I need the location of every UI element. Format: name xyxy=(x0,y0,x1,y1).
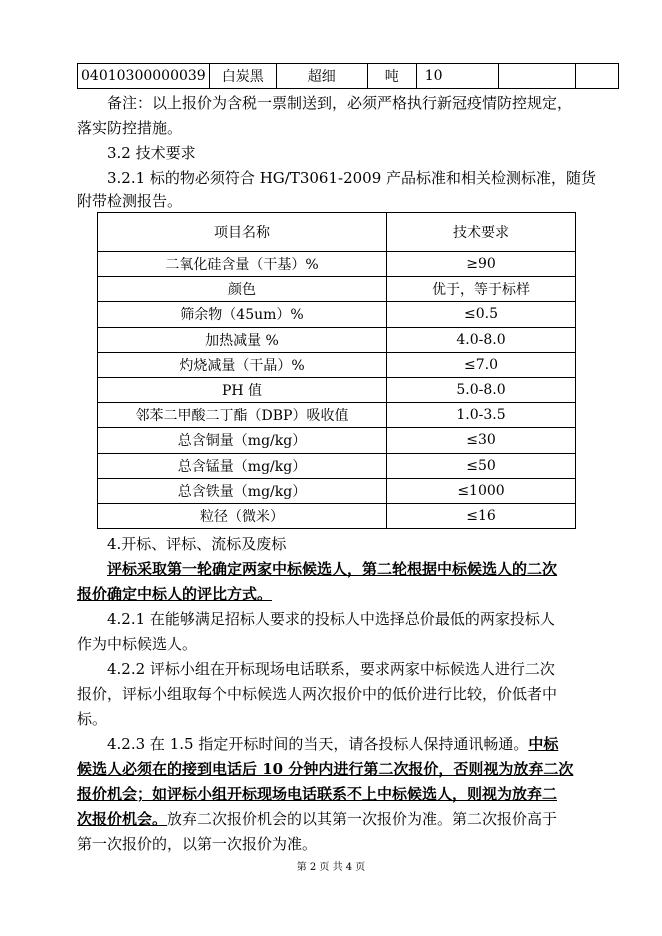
empty-cell xyxy=(498,64,575,89)
section-4-bold-line-2 xyxy=(77,582,587,607)
item-requirement: ≤1000 xyxy=(387,478,576,503)
item-requirement: ≤50 xyxy=(387,453,576,478)
normal-text: 放弃二次报价机会的以其第一次报价为准。第二次报价高于 xyxy=(167,810,558,828)
normal-text: 4.2.3 在 1.5 指定开标时间的当天，请各投标人保持通讯畅通。 xyxy=(107,735,529,753)
section-3-2-heading: 3.2 技术要求 xyxy=(107,144,196,162)
table-row xyxy=(98,277,576,302)
table-row xyxy=(98,478,576,503)
emphasis-text: 报价机会；如评标小组开标现场电话联系不上中标候选人，则视为放弃二 xyxy=(77,785,558,803)
item-name: 加热减量 % xyxy=(98,327,387,352)
item-name: 总含铁量（mg/kg） xyxy=(98,478,387,503)
section-4-2-3-line-5: 第一次报价的，以第一次报价为准。 xyxy=(77,835,318,853)
item-name: 邻苯二甲酸二丁酯（DBP）吸收值 xyxy=(98,403,387,428)
item-requirement: ≤0.5 xyxy=(387,302,576,327)
table-row xyxy=(98,403,576,428)
section-4-2-2-line-2: 报价，评标小组取每个中标候选人两次报价中的低价进行比较，价低者中 xyxy=(77,685,558,703)
item-requirement: 5.0-8.0 xyxy=(387,377,576,402)
item-requirement: ≤30 xyxy=(387,428,576,453)
quantity-cell: 10 xyxy=(416,64,498,89)
remark-line-1: 备注：以上报价为含税一票制送到，必须严格执行新冠疫情防控规定， xyxy=(107,94,573,112)
table-row xyxy=(98,377,576,402)
section-4-2-1-line-2: 作为中标候选人。 xyxy=(77,635,198,653)
section-4-2-3-line-2 xyxy=(77,757,587,782)
item-name: 二氧化硅含量（干基）% xyxy=(98,252,387,277)
empty-cell xyxy=(575,64,618,89)
remark-line-2: 落实防控措施。 xyxy=(77,119,183,137)
item-name: 筛余物（45um）% xyxy=(98,302,387,327)
technical-spec-table xyxy=(97,212,576,529)
table-row xyxy=(98,352,576,377)
item-requirement: 4.0-8.0 xyxy=(387,327,576,352)
emphasis-text: 中标 xyxy=(528,735,559,753)
section-3-2-1-line-1: 3.2.1 标的物必须符合 HG/T3061-2009 产品标准和相关检测标准，随货 xyxy=(107,169,597,187)
section-4-2-3-line-1 xyxy=(77,732,587,757)
item-name: 粒径（微米） xyxy=(98,503,387,528)
table-row xyxy=(78,64,619,89)
item-name: 总含锰量（mg/kg） xyxy=(98,453,387,478)
emphasis-text: 次报价机会。 xyxy=(77,810,168,828)
section-4-2-2-line-3: 标。 xyxy=(77,710,108,728)
emphasis-text: 评标采取第一轮确定两家中标候选人，第二轮根据中标候选人的二次 xyxy=(107,560,558,578)
item-requirement: ≥90 xyxy=(387,252,576,277)
section-3-2-1-line-2: 附带检测报告。 xyxy=(77,192,183,210)
section-4-2-1-line-1: 4.2.1 在能够满足招标人要求的投标人中选择总价最低的两家投标人 xyxy=(107,610,555,628)
section-4-2-2-line-1: 4.2.2 评标小组在开标现场电话联系，要求两家中标候选人进行二次 xyxy=(107,660,555,678)
page-number-footer: 第 2 页 共 4 页 xyxy=(296,862,366,873)
table-row xyxy=(98,252,576,277)
item-name: PH 值 xyxy=(98,377,387,402)
table-row xyxy=(98,327,576,352)
item-requirement: ≤16 xyxy=(387,503,576,528)
material-name-cell: 白炭黑 xyxy=(209,64,276,89)
header-requirement: 技术要求 xyxy=(387,213,576,252)
price-table-last-row xyxy=(77,63,619,89)
table-header-row xyxy=(98,213,576,252)
section-4-heading: 4.开标、评标、流标及废标 xyxy=(107,535,287,553)
item-name: 总含铜量（mg/kg） xyxy=(98,428,387,453)
item-requirement: ≤7.0 xyxy=(387,352,576,377)
material-spec-cell: 超细 xyxy=(276,64,367,89)
emphasis-text: 报价确定中标人的评比方式。 xyxy=(77,585,273,603)
table-row xyxy=(98,453,576,478)
table-row xyxy=(98,503,576,528)
emphasis-text: 候选人必须在的接到电话后 10 分钟内进行第二次报价，否则视为放弃二次 xyxy=(77,760,574,778)
section-4-2-3-line-4 xyxy=(77,807,587,832)
section-4-bold-line-1 xyxy=(77,557,587,582)
item-name: 灼烧减量（干晶）% xyxy=(98,352,387,377)
header-item-name: 项目名称 xyxy=(98,213,387,252)
table-row xyxy=(98,428,576,453)
item-requirement: 1.0-3.5 xyxy=(387,403,576,428)
material-code-cell: 04010300000039 xyxy=(78,64,210,89)
item-requirement: 优于，等于标样 xyxy=(387,277,576,302)
section-4-2-3-line-3 xyxy=(77,782,587,807)
table-row xyxy=(98,302,576,327)
item-name: 颜色 xyxy=(98,277,387,302)
unit-cell: 吨 xyxy=(367,64,416,89)
